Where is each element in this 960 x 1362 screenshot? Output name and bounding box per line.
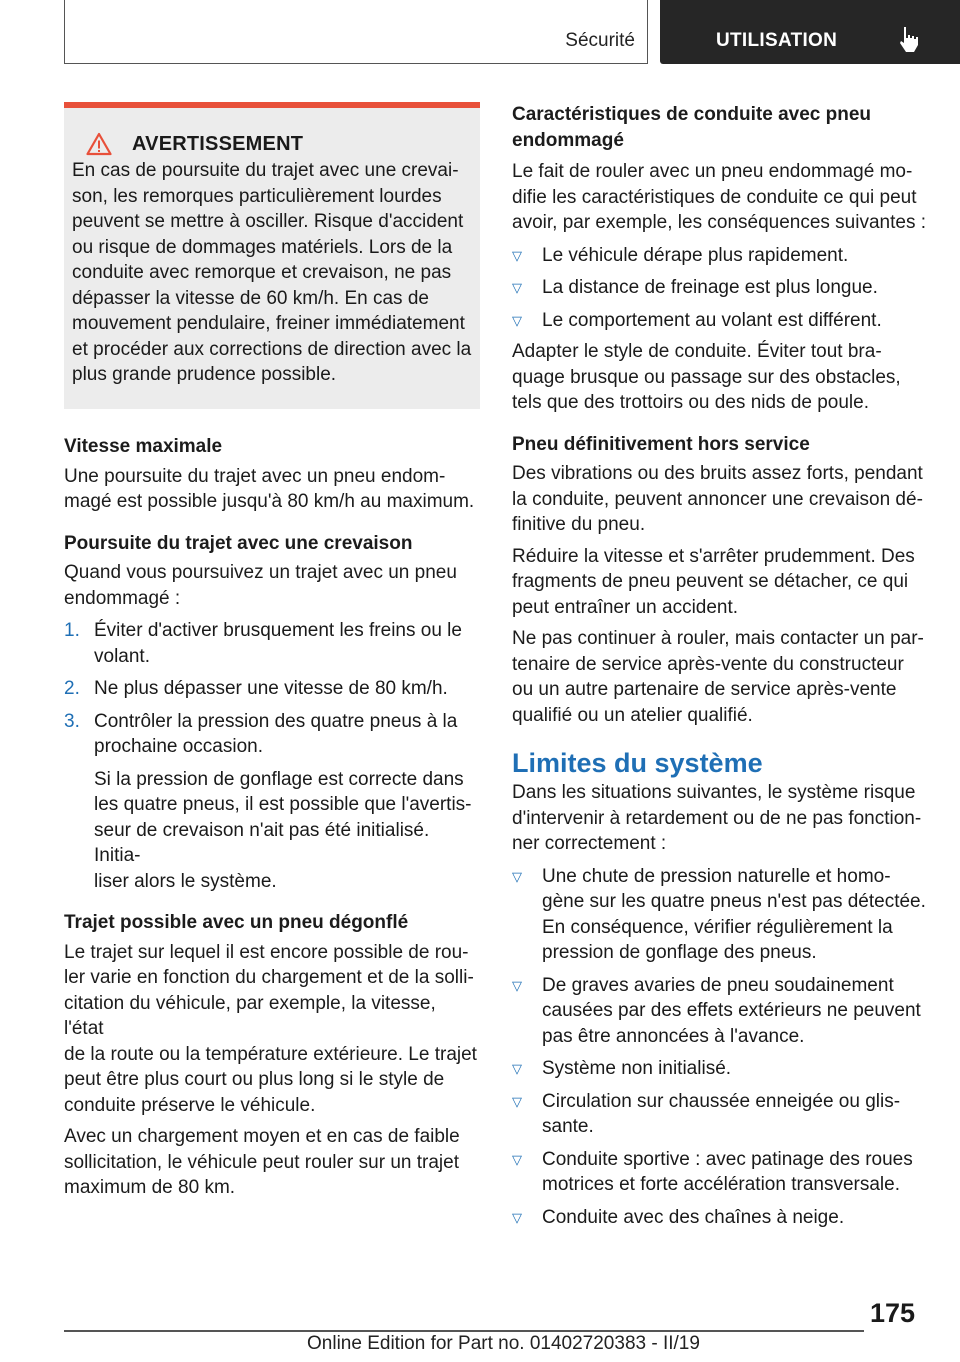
text-line: Dans les situations suivantes, le système risque bbox=[512, 782, 916, 803]
text-line: Le trajet sur lequel il est encore possible de rou- bbox=[64, 941, 469, 963]
paragraph-pneu-hs-2 bbox=[512, 544, 928, 621]
text-line: motrices et forte accélération transversale. bbox=[542, 1174, 900, 1195]
step-item bbox=[64, 676, 480, 702]
text-line: conduite préserve le véhicule. bbox=[64, 1094, 316, 1116]
heading-poursuite: Poursuite du trajet avec une crevaison bbox=[64, 532, 413, 554]
text-line: avoir, par exemple, les conséquences suivantes : bbox=[512, 212, 927, 233]
step-number: 2. bbox=[64, 678, 80, 699]
text-line: Éviter d'activer brusquement les freins ou le bbox=[94, 620, 462, 641]
warning-line: plus grande prudence possible. bbox=[72, 364, 337, 385]
text-line: magé est possible jusqu'à 80 km/h au maximum. bbox=[64, 491, 475, 512]
text-line: citation du véhicule, par exemple, la vitesse, l'état bbox=[64, 992, 436, 1039]
text-line: Une chute de pression naturelle et homo- bbox=[542, 865, 891, 887]
text-line: tels que des trottoirs ou des nids de poule. bbox=[512, 392, 870, 413]
list-item bbox=[512, 973, 928, 1050]
list-item bbox=[512, 864, 928, 966]
list-item bbox=[512, 243, 928, 269]
text-line: peut être plus court ou plus long si le style de bbox=[64, 1069, 445, 1090]
triangle-bullet-icon: ▽ bbox=[512, 247, 522, 263]
paragraph-trajet-2 bbox=[64, 1124, 480, 1201]
text-line: finitive du pneu. bbox=[512, 514, 646, 535]
warning-line: mouvement pendulaire, freiner immédiatement bbox=[72, 313, 465, 334]
text-line: sante. bbox=[542, 1116, 594, 1137]
text-line: ler varie en fonction du chargement et de la solli- bbox=[64, 967, 474, 988]
heading-trajet-possible: Trajet possible avec un pneu dégonflé bbox=[64, 912, 409, 933]
text-line: Le véhicule dérape plus rapidement. bbox=[542, 244, 849, 266]
paragraph-pneu-hs-3 bbox=[512, 626, 928, 728]
list-item bbox=[512, 1056, 928, 1082]
warning-line: En cas de poursuite du trajet avec une crevai- bbox=[72, 160, 459, 181]
text-line: Des vibrations ou des bruits assez forts, pendant bbox=[512, 463, 923, 484]
paragraph-trajet bbox=[64, 940, 480, 1119]
text-line: Si la pression de gonflage est correcte dans bbox=[94, 768, 464, 790]
text-line: ou un autre partenaire de service après-vente bbox=[512, 679, 897, 700]
header-chapter-title: UTILISATION bbox=[716, 30, 838, 51]
step-item bbox=[64, 618, 480, 669]
list-item bbox=[512, 1205, 928, 1231]
header-section-tab bbox=[64, 0, 648, 64]
heading-limites-du-systeme: Limites du système bbox=[512, 748, 763, 778]
triangle-bullet-icon: ▽ bbox=[512, 977, 522, 993]
text-line: sollicitation, le véhicule peut rouler sur un trajet bbox=[64, 1151, 459, 1173]
text-line: Le fait de rouler avec un pneu endommagé mo- bbox=[512, 161, 913, 182]
text-line: Circulation sur chaussée enneigée ou glis- bbox=[542, 1090, 901, 1112]
text-line: Contrôler la pression des quatre pneus à la bbox=[94, 710, 458, 732]
pointing-hand-icon bbox=[897, 25, 923, 53]
text-line: qualifié ou un atelier qualifié. bbox=[512, 704, 753, 726]
text-line: liser alors le système. bbox=[94, 870, 277, 892]
header-chapter-tab bbox=[660, 0, 960, 64]
steps-list bbox=[64, 618, 480, 894]
paragraph-limites bbox=[512, 780, 928, 857]
list-item bbox=[512, 1147, 928, 1198]
step-number: 3. bbox=[64, 710, 80, 732]
triangle-bullet-icon: ▽ bbox=[512, 1061, 522, 1076]
text-line: fragments de pneu peuvent se détacher, ce qui bbox=[512, 571, 909, 592]
heading-line: endommagé bbox=[512, 129, 624, 151]
consequences-list bbox=[512, 243, 928, 334]
warning-line: peuvent se mettre à osciller. Risque d'accident bbox=[72, 211, 464, 232]
warning-line: son, les remorques particulièrement lourdes bbox=[72, 185, 442, 207]
text-line: les quatre pneus, il est possible que l'avertis- bbox=[94, 794, 472, 815]
list-item bbox=[512, 1089, 928, 1140]
text-line: la conduite, peuvent annoncer une crevaison dé- bbox=[512, 488, 923, 510]
heading-line: Caractéristiques de conduite avec pneu bbox=[512, 104, 872, 125]
text-line: En conséquence, vérifier régulièrement la bbox=[542, 916, 893, 938]
text-line: d'intervenir à retardement ou de ne pas fonction- bbox=[512, 807, 922, 829]
limitations-list bbox=[512, 864, 928, 1231]
triangle-bullet-icon: ▽ bbox=[512, 868, 522, 884]
footer-edition: Online Edition for Part no. 01402720383 - II/19 bbox=[307, 1333, 700, 1354]
page-number: 175 bbox=[870, 1298, 916, 1328]
warning-text bbox=[72, 158, 472, 388]
text-line: Le comportement au volant est différent. bbox=[542, 309, 882, 331]
triangle-bullet-icon: ▽ bbox=[512, 1151, 522, 1167]
text-line: pression de gonflage des pneus. bbox=[542, 942, 817, 963]
text-line: Quand vous poursuivez un trajet avec un pneu bbox=[64, 562, 457, 583]
text-line: difie les caractéristiques de conduite ce qui peut bbox=[512, 186, 917, 208]
text-line: Système non initialisé. bbox=[542, 1058, 732, 1079]
text-line: ner correctement : bbox=[512, 833, 667, 854]
warning-title: AVERTISSEMENT bbox=[132, 132, 304, 155]
text-line: De graves avaries de pneu soudainement bbox=[542, 974, 894, 996]
step-number: 1. bbox=[64, 620, 80, 641]
text-line: Ne pas continuer à rouler, mais contacter un par- bbox=[512, 628, 924, 649]
paragraph-adapter bbox=[512, 339, 928, 416]
paragraph-pneu-hs-1 bbox=[512, 461, 928, 538]
text-line: peut entraîner un accident. bbox=[512, 596, 739, 618]
triangle-bullet-icon: ▽ bbox=[512, 312, 522, 328]
step-item bbox=[64, 709, 480, 895]
heading-caracteristiques bbox=[512, 102, 928, 153]
text-line: Ne plus dépasser une vitesse de 80 km/h. bbox=[94, 678, 448, 699]
text-line: Adapter le style de conduite. Éviter tout bra- bbox=[512, 341, 882, 362]
header-section-title: Sécurité bbox=[565, 30, 635, 51]
warning-triangle-icon bbox=[86, 132, 112, 156]
text-line: gène sur les quatre pneus n'est pas détectée. bbox=[542, 891, 926, 912]
text-line: tenaire de service après-vente du constructeur bbox=[512, 653, 904, 675]
text-line: Une poursuite du trajet avec un pneu endom- bbox=[64, 465, 446, 487]
text-line: Réduire la vitesse et s'arrêter prudemment. Des bbox=[512, 545, 915, 567]
text-line: quage brusque ou passage sur des obstacles, bbox=[512, 366, 901, 388]
text-line: endommagé : bbox=[64, 587, 181, 609]
warning-line: dépasser la vitesse de 60 km/h. En cas de bbox=[72, 287, 429, 309]
paragraph-poursuite bbox=[64, 560, 480, 611]
warning-box bbox=[64, 102, 480, 409]
text-line: La distance de freinage est plus longue. bbox=[542, 277, 878, 298]
list-item bbox=[512, 275, 928, 301]
left-column bbox=[64, 102, 480, 1201]
warning-line: ou risque de dommages matériels. Lors de la bbox=[72, 236, 453, 258]
paragraph-vitesse bbox=[64, 464, 480, 515]
text-line: prochaine occasion. bbox=[94, 736, 263, 757]
warning-line: et procéder aux corrections de direction avec la bbox=[72, 338, 472, 360]
paragraph-caracteristiques bbox=[512, 159, 928, 236]
footer-divider bbox=[64, 1330, 864, 1332]
step-note bbox=[94, 767, 480, 895]
text-line: Avec un chargement moyen et en cas de faible bbox=[64, 1126, 460, 1147]
text-line: maximum de 80 km. bbox=[64, 1177, 236, 1198]
right-column bbox=[512, 102, 928, 1230]
text-line: causées par des effets extérieurs ne peuvent bbox=[542, 1000, 921, 1021]
text-line: pas être annoncées à l'avance. bbox=[542, 1025, 805, 1047]
triangle-bullet-icon: ▽ bbox=[512, 1209, 522, 1225]
text-line: Conduite sportive : avec patinage des roues bbox=[542, 1148, 913, 1170]
triangle-bullet-icon: ▽ bbox=[512, 280, 522, 295]
triangle-bullet-icon: ▽ bbox=[512, 1093, 522, 1109]
heading-vitesse-maximale: Vitesse maximale bbox=[64, 436, 223, 457]
text-line: seur de crevaison n'ait pas été initialisé. Initia- bbox=[94, 819, 430, 866]
text-line: Conduite avec des chaînes à neige. bbox=[542, 1206, 845, 1228]
warning-line: conduite avec remorque et crevaison, ne pas bbox=[72, 262, 452, 283]
heading-pneu-hors-service: Pneu définitivement hors service bbox=[512, 433, 810, 455]
list-item bbox=[512, 308, 928, 334]
text-line: de la route ou la température extérieure. Le trajet bbox=[64, 1043, 477, 1065]
text-line: volant. bbox=[94, 645, 150, 667]
